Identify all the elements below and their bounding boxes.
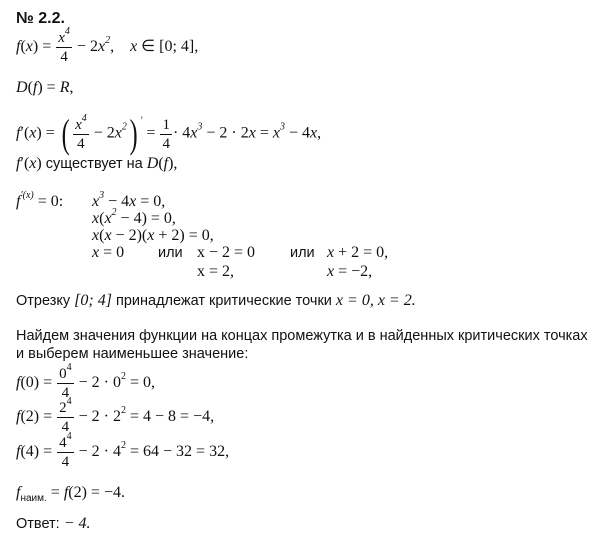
instruction-line-1: Найдем значения функции на концах промежутка и в найденных критических точках: [16, 328, 588, 344]
answer-line: Ответ: − 4.: [16, 515, 91, 532]
or-word-1: или: [158, 245, 183, 261]
roots-line: x = 0: [92, 244, 125, 261]
instruction-line-2: и выберем наименьшее значение:: [16, 346, 249, 362]
value-f4: f(4) = $\frac{4^4}{4}$ − $2 \cdot 4^2 = 64 - 32 = 32$,: [16, 431, 230, 470]
root-value-2: x = 2,: [197, 263, 235, 280]
segment-belongs: принадлежат критические точки: [115, 293, 332, 309]
equation-line-1b: $x^3 - 4x = 0$,: [92, 190, 166, 210]
root-eq-3: x + 2 = 0,: [327, 244, 389, 261]
value-f0: f(0) = $\frac{0^4}{4}$ − $2 \cdot 0^2 = 0$,: [16, 362, 156, 401]
value-f2: f(2) = $\frac{2^4}{4}$ − $2 \cdot 2^2 = 4 - 8 = -4$,: [16, 396, 215, 435]
equation-line-2: $x(x^2 - 4) = 0$,: [92, 207, 176, 227]
min-subscript: наим.: [20, 493, 47, 504]
function-definition: f(x) = $\frac{x^4}{4}$ − $2x^2$, x ∈ [0; 4],: [16, 26, 199, 65]
derivative-exists-statement: f′(x) существует на D(f),: [16, 155, 178, 172]
or-word-2: или: [290, 245, 315, 261]
equation-line-3: x(x − 2)(x + 2) = 0,: [92, 227, 214, 244]
critical-points-statement: Отрезку [0; 4] принадлежат критические точки x = 0, x = 2.: [16, 292, 416, 309]
derivative-computation: f′(x) = ( $\frac{x^4}{4}$ − $2x^2$) ′ = $\frac{1}{4}$ · $4x^3 - 2 \cdot 2x = x^3 - 4x$,: [16, 111, 322, 156]
exists-text: существует на: [45, 156, 143, 172]
minimum-value: $f_{наим.} = f(2) = -4$.: [16, 484, 125, 504]
problem-number: № 2.2.: [16, 10, 65, 27]
root-value-3: x = −2,: [327, 263, 373, 280]
domain-statement: D(f) = R,: [16, 79, 74, 96]
answer-label: Ответ:: [16, 516, 60, 532]
segment-label: Отрезку: [16, 293, 71, 309]
equation-line-1: $f^{'(x)} = 0$:: [16, 190, 64, 210]
root-eq-2: x − 2 = 0: [197, 244, 256, 261]
